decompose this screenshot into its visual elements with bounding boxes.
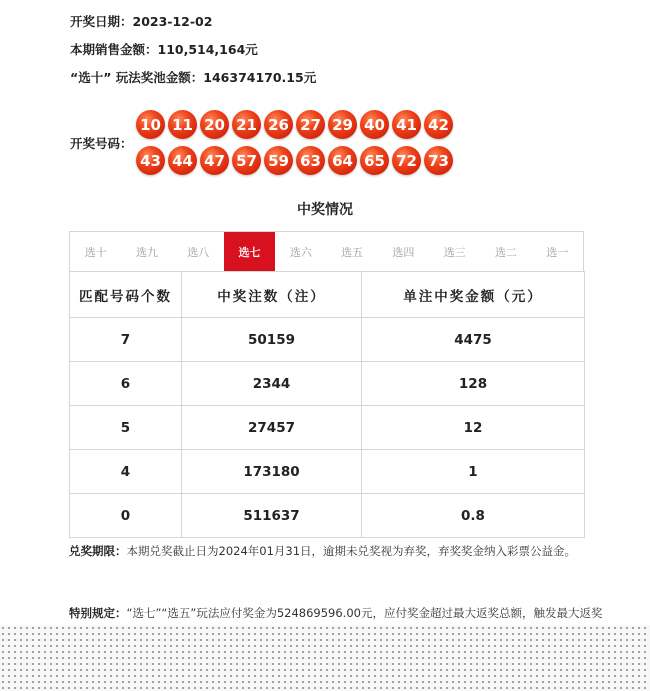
- number-ball: 43: [136, 146, 165, 175]
- tab-7[interactable]: 选四: [392, 245, 415, 259]
- cell-match-count: 6: [70, 362, 182, 406]
- redeem-label: 兑奖期限：: [69, 544, 127, 558]
- prize-table: [69, 271, 585, 538]
- tab-1[interactable]: 选十: [84, 245, 107, 259]
- tab-8[interactable]: 选三: [443, 245, 466, 259]
- redeem-text: 本期兑奖截止日为2024年01月31日，逾期未兑奖视为弃奖，弃奖奖金纳入彩票公益金。: [126, 544, 577, 558]
- number-ball: 11: [168, 110, 197, 139]
- tab-4[interactable]: 选七: [224, 232, 275, 271]
- number-ball: 73: [424, 146, 453, 175]
- cell-winner-count: 27457: [182, 406, 362, 450]
- cell-prize-amount: 1: [362, 450, 585, 494]
- number-ball: 41: [392, 110, 421, 139]
- winning-numbers-row-2: [136, 146, 453, 175]
- number-ball: 10: [136, 110, 165, 139]
- table-row: [70, 318, 585, 362]
- table-row: [70, 406, 585, 450]
- table-row: [70, 362, 585, 406]
- cell-winner-count: 173180: [182, 450, 362, 494]
- number-ball: 72: [392, 146, 421, 175]
- prize-table-header: [70, 272, 585, 318]
- number-ball: 44: [168, 146, 197, 175]
- header-match-count: 匹配号码个数: [70, 272, 182, 318]
- cell-prize-amount: 12: [362, 406, 585, 450]
- cell-winner-count: 2344: [182, 362, 362, 406]
- tab-3[interactable]: 选八: [187, 245, 210, 259]
- number-ball: 47: [200, 146, 229, 175]
- special-text: “选七”“选五”玩法应付奖金为524869596.00元，应付奖金超过最大返奖总额，触发最大返奖: [126, 606, 603, 620]
- cell-match-count: 7: [70, 318, 182, 362]
- cell-winner-count: 50159: [182, 318, 362, 362]
- header-prize-amount: 单注中奖金额（元）: [362, 272, 585, 318]
- sales-amount: 本期销售金额：110,514,164元: [70, 42, 258, 57]
- jackpot-pool: “选十” 玩法奖池金额：146374170.15元: [70, 70, 317, 85]
- number-ball: 21: [232, 110, 261, 139]
- header-winner-count: 中奖注数（注）: [182, 272, 362, 318]
- number-ball: 42: [424, 110, 453, 139]
- table-row: [70, 494, 585, 538]
- number-ball: 20: [200, 110, 229, 139]
- cell-match-count: 5: [70, 406, 182, 450]
- play-type-tabs: [69, 231, 584, 271]
- cell-match-count: 0: [70, 494, 182, 538]
- cell-prize-amount: 0.8: [362, 494, 585, 538]
- number-ball: 63: [296, 146, 325, 175]
- number-ball: 57: [232, 146, 261, 175]
- dotted-overlay: [0, 625, 650, 691]
- number-ball: 64: [328, 146, 357, 175]
- winning-numbers-label: 开奖号码：: [70, 136, 133, 151]
- cell-prize-amount: 128: [362, 362, 585, 406]
- table-row: [70, 450, 585, 494]
- redeem-deadline-note: [69, 542, 609, 561]
- number-ball: 27: [296, 110, 325, 139]
- cell-winner-count: 511637: [182, 494, 362, 538]
- number-ball: 26: [264, 110, 293, 139]
- tab-9[interactable]: 选二: [495, 245, 518, 259]
- special-label: 特别规定：: [69, 606, 127, 620]
- draw-date: 开奖日期：2023-12-02: [70, 14, 213, 29]
- cell-prize-amount: 4475: [362, 318, 585, 362]
- winning-numbers-row-1: [136, 110, 453, 139]
- tab-10[interactable]: 选一: [546, 245, 569, 259]
- prize-section-title: 中奖情况: [297, 202, 353, 218]
- tab-2[interactable]: 选九: [135, 245, 158, 259]
- number-ball: 59: [264, 146, 293, 175]
- number-ball: 29: [328, 110, 357, 139]
- number-ball: 65: [360, 146, 389, 175]
- tab-5[interactable]: 选六: [289, 245, 312, 259]
- number-ball: 40: [360, 110, 389, 139]
- cell-match-count: 4: [70, 450, 182, 494]
- tab-6[interactable]: 选五: [341, 245, 364, 259]
